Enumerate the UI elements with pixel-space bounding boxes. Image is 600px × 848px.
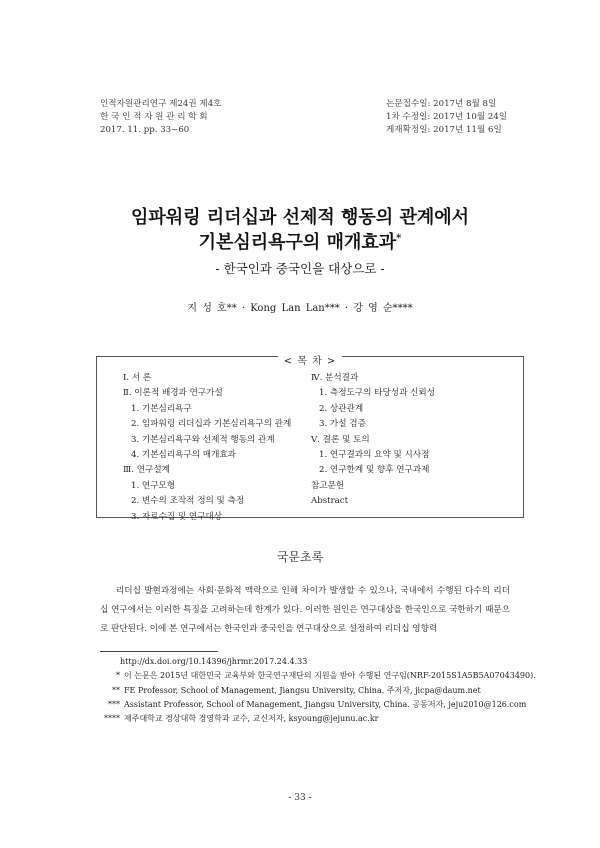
toc-left-column: [123, 371, 291, 525]
footnote-divider: [100, 651, 218, 652]
accepted-date: 게재확정일: 2017년 11월 6일: [386, 125, 502, 135]
footnote-text: Assistant Professor, School of Management, Jiangsu University, China. 공동저자, jeju2010@126.com: [124, 699, 527, 709]
toc-item: 2. 임파워링 리더십과 기본심리욕구의 관계: [131, 419, 292, 430]
submission-dates: [386, 98, 507, 137]
abstract-paragraph: 리더십 발현과정에는 사회·문화적 맥락으로 인해 차이가 발생할 수 있으나, 국내에서 수행된 다수의 리더십 연구에서는 이러한 특징을 고려하는데 한계가 있다. 이러한 원인은 연구대상을 한국인으로 국한하기 때문으로 판단된다. 이에 본 연구에서는 한국인과 중국인을 연구대상으로 설정하여 리더십 영향력: [100, 586, 510, 634]
footnotes: [100, 655, 536, 726]
abstract-body: [100, 582, 510, 639]
issue-pages: 2017. 11. pp. 33~60: [100, 125, 190, 135]
toc-item: 4. 기본심리욕구의 매개효과: [131, 450, 236, 461]
footnote-text: 이 논문은 2015년 대한민국 교육부와 한국연구재단의 지원을 받아 수행된 연구임(NRF-2015S1A5B5A07043490).: [124, 671, 536, 681]
footnote-item: [100, 684, 520, 698]
toc-item: Ⅲ. 연구설계: [123, 465, 170, 476]
footnote-text: 제주대학교 경상대학 경영학과 교수, 교신저자, ksyoung@jejunu.ac.kr: [124, 714, 379, 724]
toc-item: 1. 기본심리욕구: [131, 403, 192, 414]
toc-item: 3. 기본심리욕구와 선제적 행동의 관계: [131, 434, 275, 445]
toc-item: Abstract: [311, 496, 349, 507]
toc-item: 1. 측정도구의 타당성과 신뢰성: [319, 388, 436, 399]
abstract-heading: 국문초록: [276, 550, 324, 564]
paper-title-line2: [0, 228, 600, 254]
doi-link[interactable]: http://dx.doi.org/10.14396/jhrmr.2017.24.4.33: [120, 657, 308, 666]
footnote-mark: *: [116, 671, 120, 681]
society-name: 한 국 인 적 자 원 관 리 학 회: [100, 112, 208, 122]
footnote-mark: **: [112, 685, 120, 695]
toc-item: Ⅰ. 서 론: [123, 373, 152, 383]
footnote-mark: ****: [104, 714, 120, 724]
paper-title-line1: 임파워링 리더십과 선제적 행동의 관계에서: [130, 207, 470, 228]
toc-item: Ⅳ. 분석결과: [311, 373, 359, 383]
toc-item: Ⅱ. 이론적 배경과 연구가설: [123, 388, 223, 399]
revised-date: 1차 수정일: 2017년 10월 24일: [386, 112, 508, 122]
footnote-mark: ***: [108, 699, 120, 709]
toc-item: 2. 상관관계: [319, 403, 364, 414]
journal-name: 인적자원관리연구 제24권 제4호: [100, 99, 222, 109]
toc-title: < 목 차 >: [278, 356, 343, 367]
table-of-contents: [96, 356, 524, 522]
title-footnote-mark: *: [396, 233, 402, 244]
footnote-item: [100, 698, 527, 712]
toc-item: 참고문헌: [311, 480, 345, 491]
toc-item: 1. 연구결과의 요약 및 시사점: [319, 450, 430, 461]
paper-title-line2-text: 기본심리욕구의 매개효과: [198, 232, 397, 253]
footnote-item: [100, 669, 536, 683]
toc-item: 3. 가설 검증: [319, 419, 366, 430]
journal-info: [100, 98, 222, 137]
toc-right-column: [311, 371, 435, 510]
footnote-text: FE Professor, School of Management, Jiangsu University, China. 주저자, jicpa@daum.net: [124, 685, 481, 695]
toc-item: 3. 자료수집 및 연구대상: [131, 511, 223, 522]
received-date: 논문접수일: 2017년 8월 8일: [386, 99, 497, 109]
toc-item: 2. 연구한계 및 향후 연구과제: [319, 465, 430, 476]
author-list: 지 성 호** · Kong Lan Lan*** · 강 영 순****: [187, 303, 413, 314]
toc-item: 2. 변수의 조작적 정의 및 측정: [131, 496, 245, 507]
toc-item: Ⅴ. 결론 및 토의: [311, 434, 370, 445]
footnote-list: [100, 669, 536, 726]
toc-title-wrap: [97, 349, 523, 368]
paper-subtitle: - 한국인과 중국인을 대상으로 -: [215, 261, 385, 276]
footnote-item: [100, 712, 520, 726]
toc-item: 1. 연구모형: [131, 480, 176, 491]
page-number: - 33 -: [288, 793, 312, 803]
